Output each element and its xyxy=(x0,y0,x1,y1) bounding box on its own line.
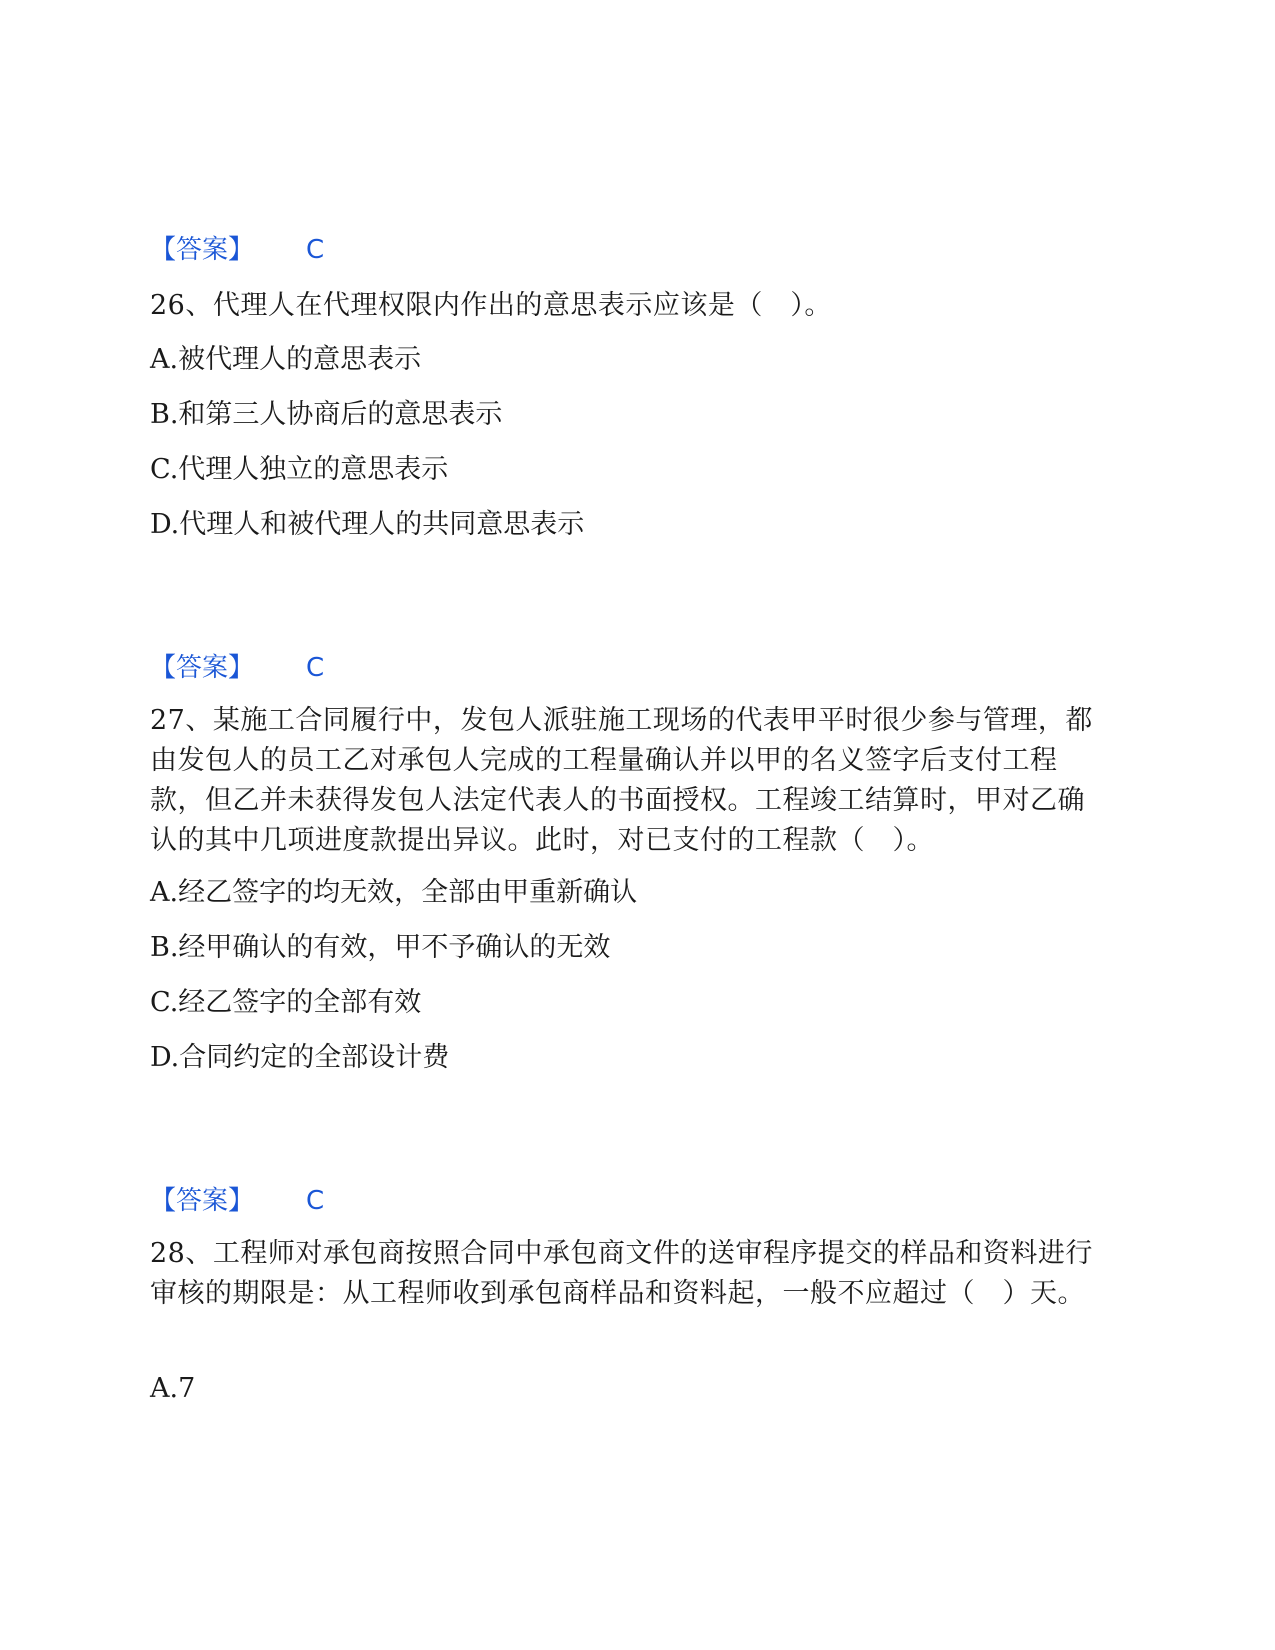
answer-label: 【答案】 xyxy=(150,1186,255,1216)
question-26 xyxy=(150,286,1110,326)
answer-line xyxy=(150,233,324,267)
question-text: 28、工程师对承包商按照合同中承包商文件的送审程序提交的样品和资料进行审核的期限是：从工程师收到承包商样品和资料起，一般不应超过（ ）天。 xyxy=(150,1238,1093,1309)
option-a: A.被代理人的意思表示 xyxy=(150,344,422,375)
option-b: B.和第三人协商后的意思表示 xyxy=(150,399,503,430)
answer-value: C xyxy=(306,1186,325,1216)
option-d: D.合同约定的全部设计费 xyxy=(150,1042,450,1073)
question-text: 26、代理人在代理权限内作出的意思表示应该是（ ）。 xyxy=(150,290,832,321)
option-a: A.经乙签字的均无效，全部由甲重新确认 xyxy=(150,877,638,908)
option-c: C.代理人独立的意思表示 xyxy=(150,454,449,485)
option-d: D.代理人和被代理人的共同意思表示 xyxy=(150,509,585,540)
answer-label: 【答案】 xyxy=(150,653,255,683)
option-a: A.7 xyxy=(150,1373,196,1404)
answer-line xyxy=(150,651,324,685)
question-28 xyxy=(150,1234,1110,1314)
answer-label: 【答案】 xyxy=(150,235,255,265)
answer-line xyxy=(150,1184,324,1218)
option-c: C.经乙签字的全部有效 xyxy=(150,987,422,1018)
answer-value: C xyxy=(306,235,325,265)
question-text: 27、某施工合同履行中，发包人派驻施工现场的代表甲平时很少参与管理，都由发包人的员工乙对承包人完成的工程量确认并以甲的名义签字后支付工程款，但乙并未获得发包人法定代表人的书面授权。工程竣工结算时，甲对乙确认的其中几项进度款提出异议。此时，对已支付的工程款（ ）。 xyxy=(150,705,1093,856)
option-b: B.经甲确认的有效，甲不予确认的无效 xyxy=(150,932,611,963)
question-27 xyxy=(150,701,1110,861)
answer-value: C xyxy=(306,653,325,683)
